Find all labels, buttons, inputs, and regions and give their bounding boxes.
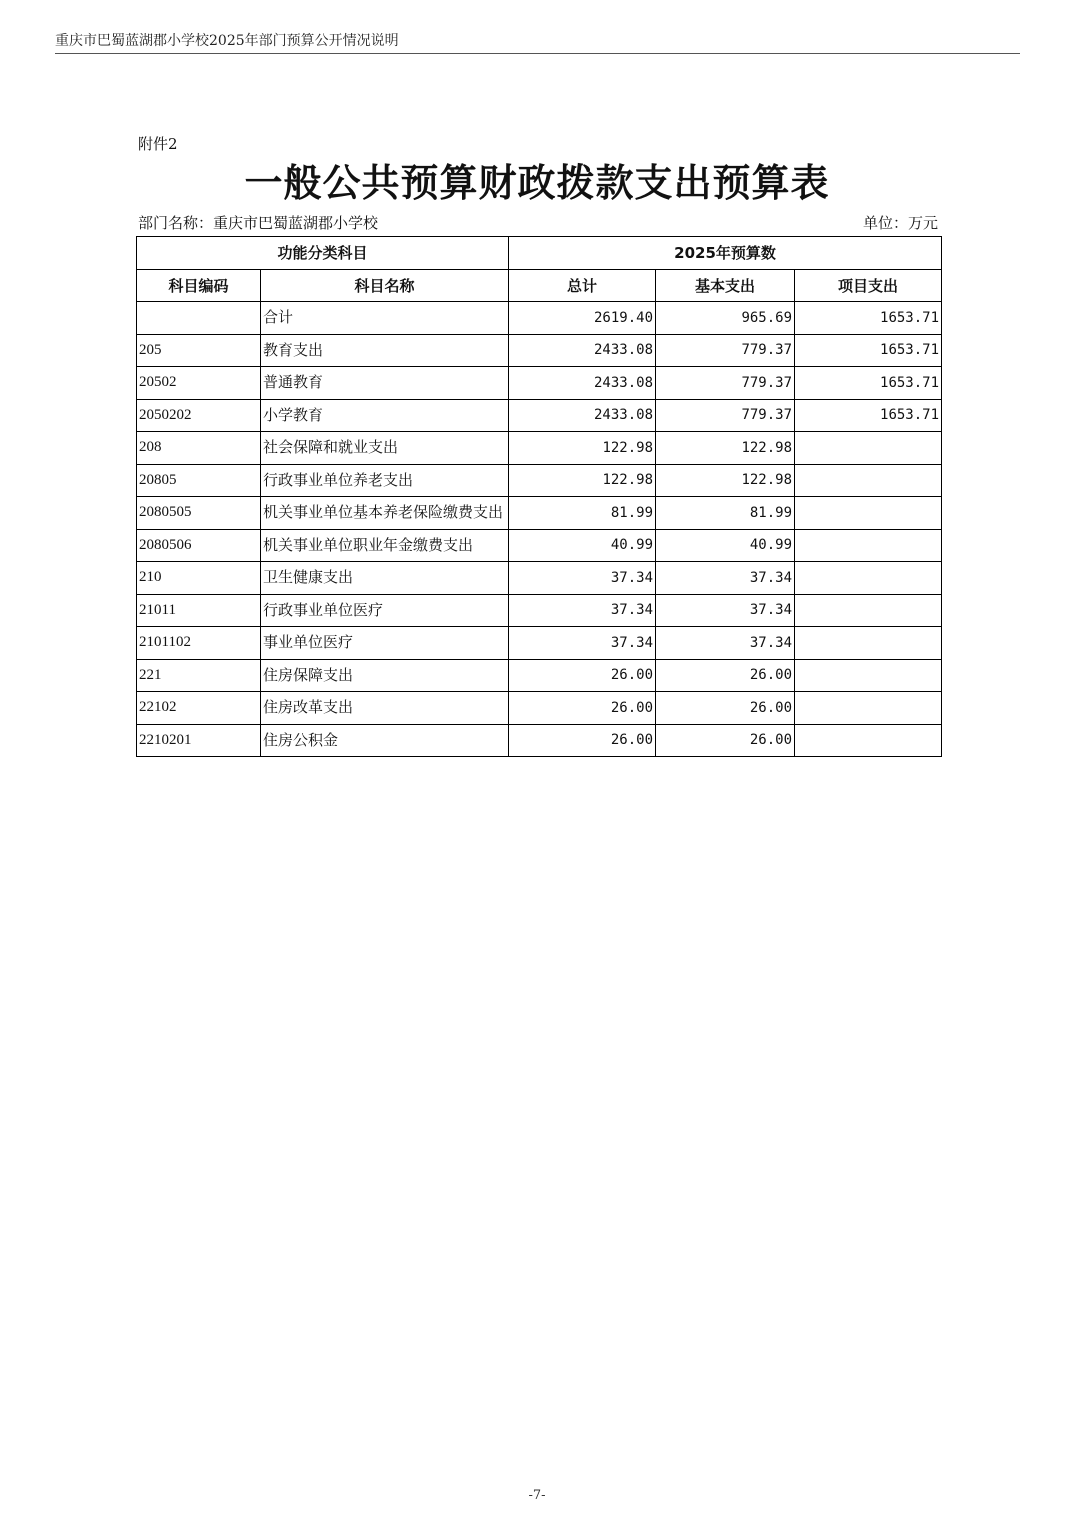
row-name: 教育支出 bbox=[261, 334, 509, 367]
row-project bbox=[795, 562, 942, 595]
table-row bbox=[137, 627, 942, 660]
row-name: 住房改革支出 bbox=[261, 692, 509, 725]
row-basic: 26.00 bbox=[656, 659, 795, 692]
row-name: 行政事业单位养老支出 bbox=[261, 464, 509, 497]
row-project: 1653.71 bbox=[795, 399, 942, 432]
row-basic: 26.00 bbox=[656, 724, 795, 757]
table-row bbox=[137, 692, 942, 725]
row-basic: 122.98 bbox=[656, 464, 795, 497]
row-code: 221 bbox=[137, 659, 261, 692]
row-project: 1653.71 bbox=[795, 367, 942, 400]
table-row bbox=[137, 399, 942, 432]
table-row bbox=[137, 367, 942, 400]
row-name: 卫生健康支出 bbox=[261, 562, 509, 595]
row-name: 社会保障和就业支出 bbox=[261, 432, 509, 465]
page-header: 重庆市巴蜀蓝湖郡小学校2025年部门预算公开情况说明 bbox=[55, 33, 399, 49]
col-header-total: 总计 bbox=[509, 269, 656, 302]
row-name: 住房保障支出 bbox=[261, 659, 509, 692]
row-name: 普通教育 bbox=[261, 367, 509, 400]
row-code: 20805 bbox=[137, 464, 261, 497]
row-basic: 40.99 bbox=[656, 529, 795, 562]
row-total: 37.34 bbox=[509, 594, 656, 627]
row-total: 26.00 bbox=[509, 724, 656, 757]
row-project bbox=[795, 529, 942, 562]
row-basic: 37.34 bbox=[656, 627, 795, 660]
row-total: 40.99 bbox=[509, 529, 656, 562]
row-code: 2080506 bbox=[137, 529, 261, 562]
row-code: 208 bbox=[137, 432, 261, 465]
col-header-code: 科目编码 bbox=[137, 269, 261, 302]
col-header-basic: 基本支出 bbox=[656, 269, 795, 302]
row-code: 2101102 bbox=[137, 627, 261, 660]
row-project bbox=[795, 659, 942, 692]
row-code: 205 bbox=[137, 334, 261, 367]
row-name: 小学教育 bbox=[261, 399, 509, 432]
department-name: 部门名称：重庆市巴蜀蓝湖郡小学校 bbox=[138, 214, 379, 232]
col-header-name: 科目名称 bbox=[261, 269, 509, 302]
table-row bbox=[137, 302, 942, 335]
group-header-row bbox=[137, 237, 942, 270]
page-number: -7- bbox=[528, 1488, 546, 1503]
row-project bbox=[795, 692, 942, 725]
row-basic: 26.00 bbox=[656, 692, 795, 725]
row-total: 2433.08 bbox=[509, 367, 656, 400]
table-row bbox=[137, 432, 942, 465]
table-row bbox=[137, 562, 942, 595]
row-basic: 81.99 bbox=[656, 497, 795, 530]
row-basic: 37.34 bbox=[656, 562, 795, 595]
table-row bbox=[137, 497, 942, 530]
category-group-header: 功能分类科目 bbox=[137, 237, 509, 270]
row-name: 机关事业单位职业年金缴费支出 bbox=[261, 529, 509, 562]
row-code: 210 bbox=[137, 562, 261, 595]
row-basic: 779.37 bbox=[656, 334, 795, 367]
row-name: 行政事业单位医疗 bbox=[261, 594, 509, 627]
row-code: 2080505 bbox=[137, 497, 261, 530]
column-header-row bbox=[137, 269, 942, 302]
row-code: 21011 bbox=[137, 594, 261, 627]
row-total: 81.99 bbox=[509, 497, 656, 530]
row-code bbox=[137, 302, 261, 335]
row-basic: 779.37 bbox=[656, 399, 795, 432]
row-code: 2050202 bbox=[137, 399, 261, 432]
row-total: 26.00 bbox=[509, 692, 656, 725]
row-code: 22102 bbox=[137, 692, 261, 725]
row-total: 122.98 bbox=[509, 464, 656, 497]
budget-group-header: 2025年预算数 bbox=[509, 237, 942, 270]
row-total: 37.34 bbox=[509, 627, 656, 660]
row-total: 2433.08 bbox=[509, 399, 656, 432]
page-title: 一般公共预算财政拨款支出预算表 bbox=[244, 161, 830, 205]
row-basic: 779.37 bbox=[656, 367, 795, 400]
row-name: 合计 bbox=[261, 302, 509, 335]
row-total: 122.98 bbox=[509, 432, 656, 465]
unit-label: 单位：万元 bbox=[862, 214, 938, 232]
row-basic: 122.98 bbox=[656, 432, 795, 465]
row-basic: 37.34 bbox=[656, 594, 795, 627]
row-code: 2210201 bbox=[137, 724, 261, 757]
table-row bbox=[137, 334, 942, 367]
row-project bbox=[795, 432, 942, 465]
row-project bbox=[795, 724, 942, 757]
row-total: 2433.08 bbox=[509, 334, 656, 367]
row-name: 事业单位医疗 bbox=[261, 627, 509, 660]
table-row bbox=[137, 724, 942, 757]
row-project: 1653.71 bbox=[795, 334, 942, 367]
row-total: 26.00 bbox=[509, 659, 656, 692]
attachment-label: 附件2 bbox=[138, 135, 178, 153]
row-total: 37.34 bbox=[509, 562, 656, 595]
table-row bbox=[137, 594, 942, 627]
header-divider bbox=[55, 53, 1020, 54]
row-name: 住房公积金 bbox=[261, 724, 509, 757]
budget-table-body bbox=[137, 302, 942, 757]
row-total: 2619.40 bbox=[509, 302, 656, 335]
row-project bbox=[795, 464, 942, 497]
row-code: 20502 bbox=[137, 367, 261, 400]
table-row bbox=[137, 464, 942, 497]
col-header-project: 项目支出 bbox=[795, 269, 942, 302]
row-name: 机关事业单位基本养老保险缴费支出 bbox=[261, 497, 509, 530]
row-project: 1653.71 bbox=[795, 302, 942, 335]
table-row bbox=[137, 659, 942, 692]
budget-table bbox=[136, 236, 942, 757]
row-project bbox=[795, 497, 942, 530]
table-row bbox=[137, 529, 942, 562]
row-project bbox=[795, 594, 942, 627]
row-basic: 965.69 bbox=[656, 302, 795, 335]
row-project bbox=[795, 627, 942, 660]
